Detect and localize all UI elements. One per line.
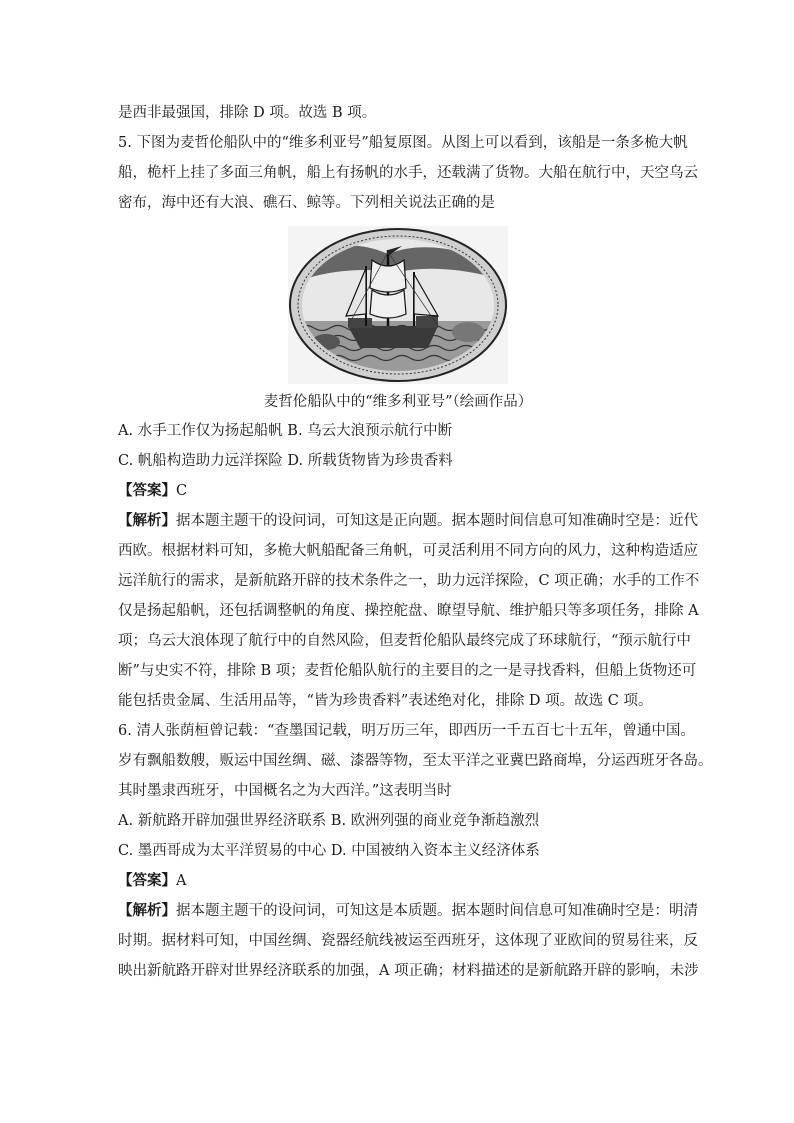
- analysis-text: 断”与史实不符，排除 B 项；麦哲伦船队航行的主要目的之一是寻找香料，但船上货物还可: [118, 663, 697, 679]
- answer-value: A: [176, 873, 187, 889]
- question-5-analysis: [118, 506, 698, 536]
- question-6-options: A. 新航路开辟加强世界经济联系 B. 欧洲列强的商业竞争渐趋激烈: [118, 813, 540, 829]
- question-5-stem: 5. 下图为麦哲伦船队中的“维多利亚号”船复原图。从图上可以看到，该船是一条多桅大帆: [118, 135, 688, 151]
- analysis-text: 映出新航路开辟对世界经济联系的加强，A 项正确；材料描述的是新航路开辟的影响，未涉: [118, 963, 699, 979]
- question-5-options: A. 水手工作仅为扬起船帆 B. 乌云大浪预示航行中断: [118, 423, 453, 439]
- analysis-tag: 【解析】: [118, 902, 176, 919]
- question-5-options: C. 帆船构造助力远洋探险 D. 所载货物皆为珍贵香料: [118, 453, 453, 469]
- analysis-text: 远洋航行的需求，是新航路开辟的技术条件之一，助力远洋探险，C 项正确；水手的工作不: [118, 573, 700, 589]
- question-6-stem: 其时墨隶西班牙，中国概名之为大西洋。”这表明当时: [118, 783, 452, 799]
- analysis-text: 时期。据材料可知，中国丝绸、瓷器经航线被运至西班牙，这体现了亚欧间的贸易往来，反: [118, 933, 698, 949]
- analysis-text: 据本题主题干的设问词，可知这是本质题。据本题时间信息可知准确时空是：明清: [176, 903, 698, 919]
- question-6-answer: [118, 866, 678, 896]
- analysis-text: 据本题主题干的设问词，可知这是正向题。据本题时间信息可知准确时空是：近代: [176, 513, 698, 529]
- victoria-ship-figure: [118, 226, 678, 384]
- question-6-stem: 岁有飘船数艘，贩运中国丝绸、磁、漆器等物，至太平洋之亚冀巴路商埠，分运西班牙各岛。: [118, 753, 713, 769]
- question-5-answer: [118, 476, 678, 506]
- figure-caption: 麦哲伦船队中的“维多利亚号”（绘画作品）: [263, 394, 533, 410]
- analysis-text: 项；乌云大浪体现了航行中的自然风险，但麦哲伦船队最终完成了环球航行，“预示航行中: [118, 633, 691, 649]
- analysis-text: 仅是扬起船帆，还包括调整帆的角度、操控舵盘、瞭望导航、维护船只等多项任务，排除 A: [118, 603, 699, 619]
- answer-value: C: [176, 483, 188, 499]
- text-line: 密布，海中还有大浪、礁石、鲸等。下列相关说法正确的是: [118, 195, 495, 211]
- answer-tag: 【答案】: [118, 872, 176, 889]
- analysis-tag: 【解析】: [118, 512, 176, 529]
- question-6-analysis: [118, 896, 698, 926]
- text-line: 是西非最强国，排除 D 项。故选 B 项。: [118, 105, 377, 121]
- ship-engraving-image: [288, 226, 508, 384]
- answer-tag: 【答案】: [118, 482, 176, 499]
- question-6-options: C. 墨西哥成为太平洋贸易的中心 D. 中国被纳入资本主义经济体系: [118, 843, 540, 859]
- page-content: [118, 98, 713, 986]
- analysis-text: 西欧。根据材料可知，多桅大帆船配备三角帆，可灵活利用不同方向的风力，这种构造适应: [118, 543, 698, 559]
- text-line: 船，桅杆上挂了多面三角帆，船上有扬帆的水手，还载满了货物。大船在航行中，天空乌云: [118, 165, 698, 181]
- question-6-stem: 6. 清人张荫桓曾记载：“查墨国记载，明万历三年，即西历一千五百七十五年，曾通中国。: [118, 723, 695, 739]
- analysis-text: 能包括贵金属、生活用品等，“皆为珍贵香料”表述绝对化，排除 D 项。故选 C 项。: [118, 693, 653, 709]
